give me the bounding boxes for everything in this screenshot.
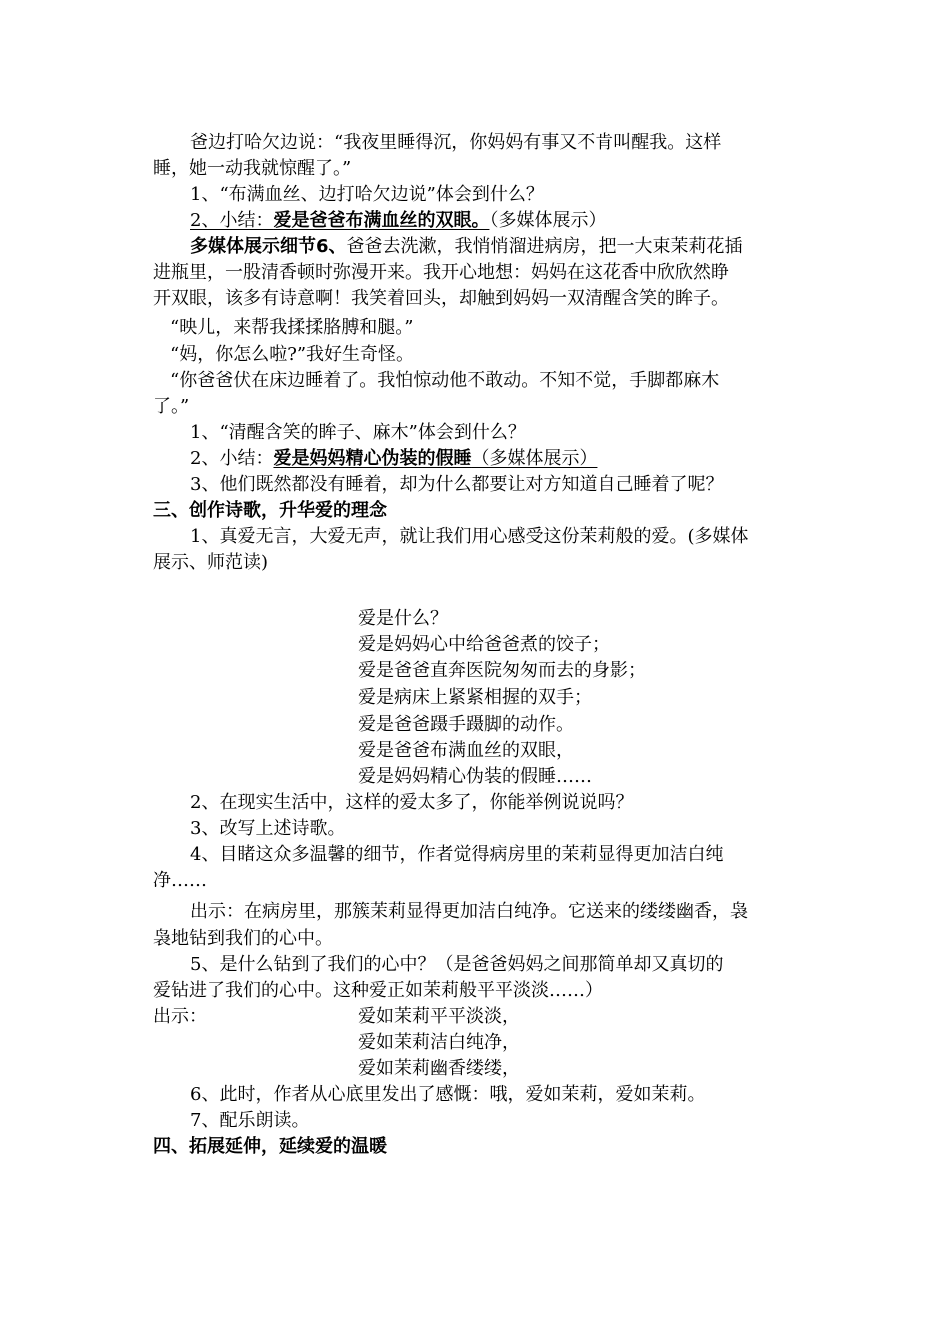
show-text: 出示：在病房里，那簇茉莉显得更加洁白纯净。它送来的缕缕幽香，袅 xyxy=(190,901,748,922)
show-text-cont: 袅地钻到我们的心中。 xyxy=(153,928,333,949)
poem-line: 爱是爸爸直奔医院匆匆而去的身影； xyxy=(358,660,646,681)
dialogue-line: 了。” xyxy=(153,396,190,417)
poem-line: 爱是爸爸布满血丝的双眼， xyxy=(358,740,574,761)
summary-suffix: （多媒体展示） xyxy=(489,210,607,231)
item-4: 4、目睹这众多温馨的细节，作者觉得病房里的茉莉显得更加洁白纯 xyxy=(190,844,724,865)
item-2: 2、在现实生活中，这样的爱太多了，你能举例说说吗？ xyxy=(190,792,634,813)
paragraph-line: 睡，她一动我就惊醒了。” xyxy=(153,158,352,179)
question-3: 3、他们既然都没有睡着，却为什么都要让对方知道自己睡着了呢？ xyxy=(190,474,724,495)
question-1b: 1、“清醒含笑的眸子、麻木”体会到什么？ xyxy=(190,422,526,443)
item-5: 5、是什么钻到了我们的心中？（是爸爸妈妈之间那简单却又真切的 xyxy=(190,954,724,975)
poem-line: 爱是妈妈精心伪装的假睡…… xyxy=(358,766,592,787)
section-heading-3: 三、创作诗歌，升华爱的理念 xyxy=(153,500,387,521)
item-7: 7、配乐朗读。 xyxy=(190,1110,310,1131)
summary-1 xyxy=(190,208,606,234)
dialogue-line: “你爸爸伏在床边睡着了。我怕惊动他不敢动。不知不觉，手脚都麻木 xyxy=(170,370,720,391)
item-1-cont: 展示、师范读) xyxy=(153,552,269,573)
summary-prefix: 2、小结： xyxy=(190,448,274,469)
item-5-cont: 爱钻进了我们的心中。这种爱正如茉莉般平平淡淡……） xyxy=(153,980,603,1001)
poem-line: 爱是爸爸蹑手蹑脚的动作。 xyxy=(358,714,574,735)
summary-2 xyxy=(190,446,597,472)
item-6: 6、此时，作者从心底里发出了感慨：哦，爱如茉莉，爱如茉莉。 xyxy=(190,1084,706,1105)
poem-line: 爱是妈妈心中给爸爸煮的饺子； xyxy=(358,634,610,655)
section-heading-4: 四、拓展延伸，延续爱的温暖 xyxy=(153,1136,387,1157)
paragraph-line: 进瓶里，一股清香顿时弥漫开来。我开心地想：妈妈在这花香中欣欣然睁 xyxy=(153,262,729,283)
poem-line: 爱是什么？ xyxy=(358,608,448,629)
detail-text: 爸爸去洗漱，我悄悄溜进病房，把一大束茉莉花插 xyxy=(346,236,743,257)
summary-bold: 爱是妈妈精心伪装的假睡 xyxy=(273,448,472,469)
item-3: 3、改写上述诗歌。 xyxy=(190,818,346,839)
summary-bold: 爱是爸爸布满血丝的双眼。 xyxy=(273,210,490,231)
item-4-cont: 净…… xyxy=(153,870,207,891)
paragraph-line: 开双眼，该多有诗意啊！我笑着回头，却触到妈妈一双清醒含笑的眸子。 xyxy=(153,288,729,309)
item-1: 1、真爱无言，大爱无声，就让我们用心感受这份茉莉般的爱。(多媒体 xyxy=(190,526,749,547)
question-1: 1、“布满血丝、边打哈欠边说”体会到什么？ xyxy=(190,184,544,205)
show-poem-line: 爱如茉莉平平淡淡， xyxy=(358,1006,520,1027)
dialogue-line: “映儿，来帮我揉揉胳膊和腿。” xyxy=(170,317,414,338)
dialogue-line: “妈，你怎么啦?”我好生奇怪。 xyxy=(170,344,415,365)
show-poem-line: 爱如茉莉洁白纯净， xyxy=(358,1032,520,1053)
show-poem-line: 爱如茉莉幽香缕缕， xyxy=(358,1058,520,1079)
paragraph-line xyxy=(190,234,743,260)
show-label: 出示： xyxy=(153,1006,207,1027)
poem-line: 爱是病床上紧紧相握的双手； xyxy=(358,687,592,708)
paragraph-line: 爸边打哈欠边说：“我夜里睡得沉，你妈妈有事又不肯叫醒我。这样 xyxy=(190,132,722,153)
summary-prefix: 2、小结： xyxy=(190,210,274,231)
detail-label: 多媒体展示细节6、 xyxy=(190,236,347,257)
summary-suffix: （多媒体展示） xyxy=(471,448,598,469)
